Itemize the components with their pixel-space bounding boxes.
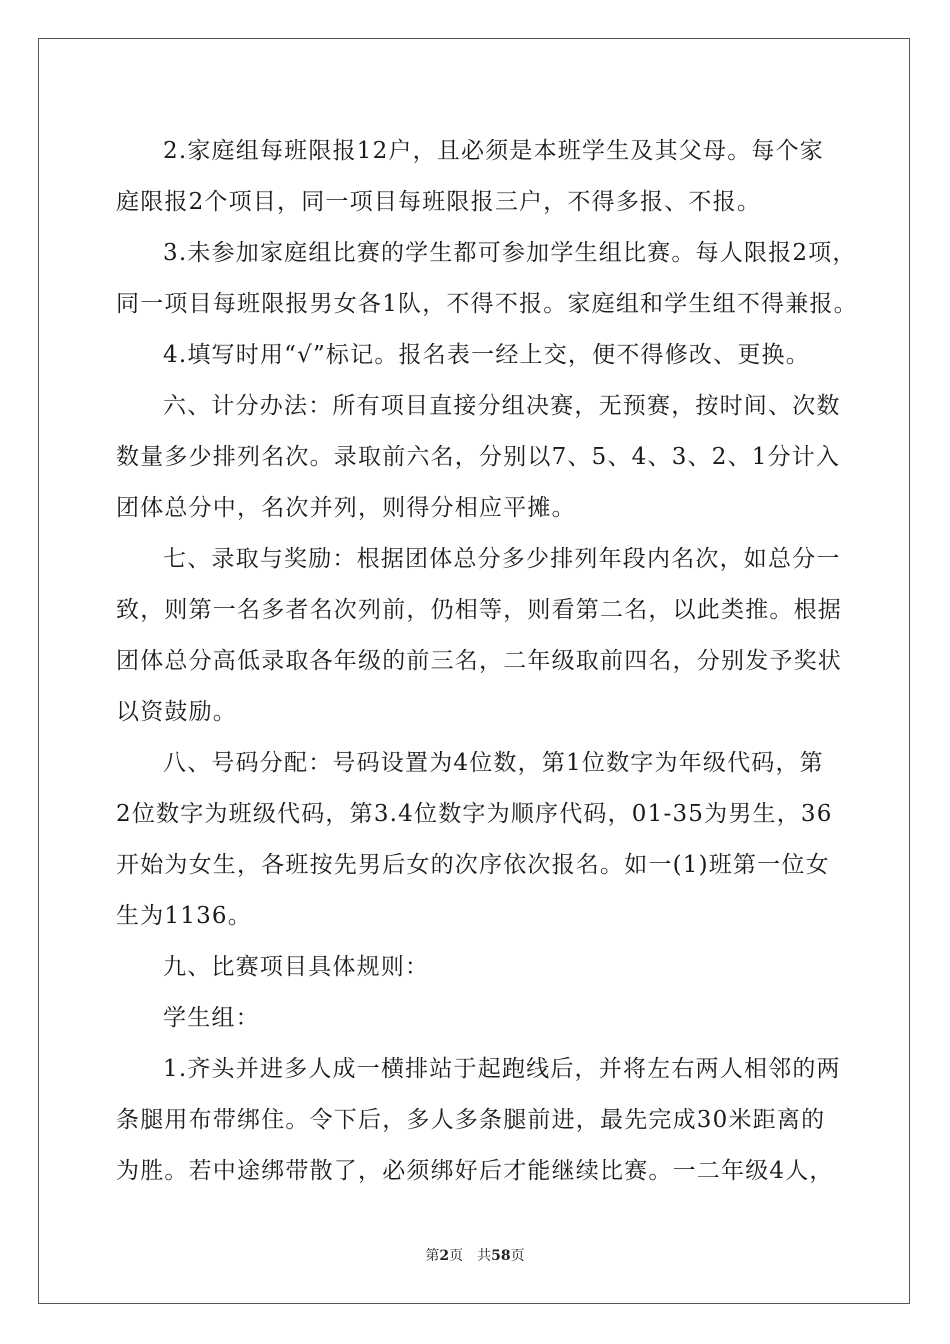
paragraph-line: 以资鼓励。 bbox=[116, 699, 237, 725]
paragraph-line: 八、号码分配：号码设置为4位数，第1位数字为年级代码，第 bbox=[163, 750, 824, 776]
paragraph-line: 1.齐头并进多人成一横排站于起跑线后，并将左右两人相邻的两 bbox=[163, 1056, 841, 1082]
paragraph-line: 开始为女生，各班按先男后女的次序依次报名。如一(1)班第一位女 bbox=[116, 852, 830, 878]
footer-suffix: 页 bbox=[510, 1248, 525, 1264]
paragraph-line: 2.家庭组每班限报12户，且必须是本班学生及其父母。每个家 bbox=[163, 138, 825, 164]
section-heading: 学生组： bbox=[163, 1005, 260, 1031]
paragraph-line: 七、录取与奖励：根据团体总分多少排列年段内名次，如总分一 bbox=[163, 546, 841, 572]
paragraph-line: 生为1136。 bbox=[116, 903, 252, 929]
paragraph-line: 同一项目每班限报男女各1队，不得不报。家庭组和学生组不得兼报。 bbox=[116, 291, 858, 317]
footer-total-pages: 58 bbox=[491, 1248, 511, 1264]
paragraph-line: 为胜。若中途绑带散了，必须绑好后才能继续比赛。一二年级4人， bbox=[116, 1158, 834, 1184]
page-footer bbox=[0, 1245, 950, 1265]
paragraph-line: 团体总分高低录取各年级的前三名，二年级取前四名，分别发予奖状 bbox=[116, 648, 842, 674]
paragraph-line: 庭限报2个项目，同一项目每班限报三户，不得多报、不报。 bbox=[116, 189, 762, 215]
footer-prefix: 第 bbox=[425, 1248, 440, 1264]
paragraph-line: 致，则第一名多者名次列前，仍相等，则看第二名，以此类推。根据 bbox=[116, 597, 842, 623]
section-heading: 九、比赛项目具体规则： bbox=[163, 954, 430, 980]
paragraph-line: 数量多少排列名次。录取前六名，分别以7、5、4、3、2、1分计入 bbox=[116, 444, 841, 470]
paragraph-line: 2位数字为班级代码，第3.4位数字为顺序代码，01-35为男生，36 bbox=[116, 801, 833, 827]
document-body bbox=[116, 126, 858, 1197]
paragraph-line: 六、计分办法：所有项目直接分组决赛，无预赛，按时间、次数 bbox=[163, 393, 841, 419]
paragraph-line: 3.未参加家庭组比赛的学生都可参加学生组比赛。每人限报2项， bbox=[163, 240, 857, 266]
footer-mid: 页 共 bbox=[449, 1248, 492, 1264]
paragraph-line: 团体总分中，名次并列，则得分相应平摊。 bbox=[116, 495, 576, 521]
paragraph-line: 4.填写时用“√”标记。报名表一经上交，便不得修改、更换。 bbox=[163, 342, 810, 368]
paragraph-line: 条腿用布带绑住。令下后，多人多条腿前进，最先完成30米距离的 bbox=[116, 1107, 826, 1133]
footer-page-number: 2 bbox=[439, 1248, 450, 1264]
